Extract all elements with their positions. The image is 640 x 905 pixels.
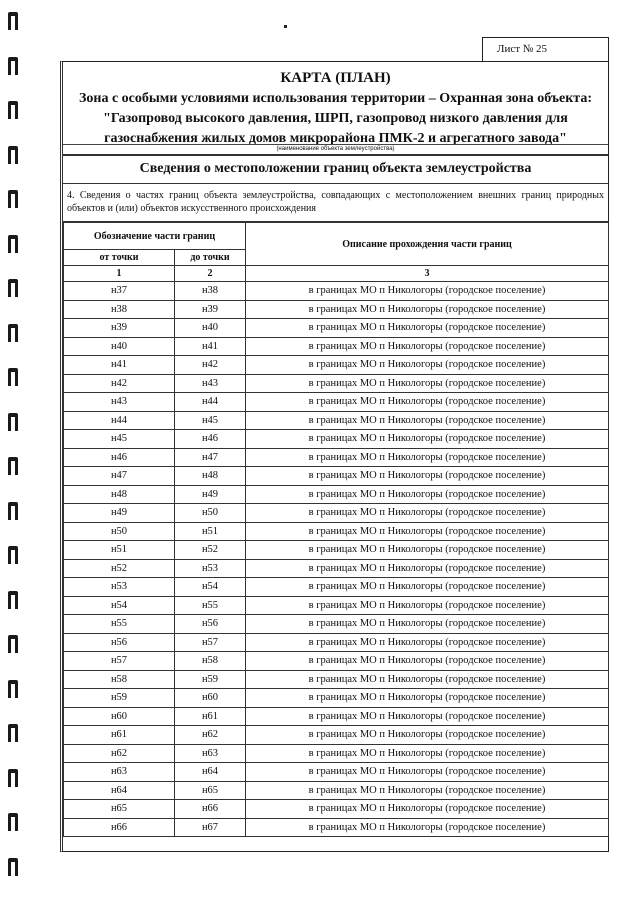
title-block	[63, 62, 608, 146]
binding-hole-icon	[8, 813, 18, 831]
cell-desc: в границах МО п Никологоры (городское поселение)	[246, 393, 609, 412]
table-row	[64, 781, 609, 800]
cell-desc: в границах МО п Никологоры (городское поселение)	[246, 300, 609, 319]
cell-to: н59	[175, 670, 246, 689]
cell-desc: в границах МО п Никологоры (городское поселение)	[246, 504, 609, 523]
cell-to: н62	[175, 726, 246, 745]
binding-hole-icon	[8, 101, 18, 119]
to-header: до точки	[175, 250, 246, 266]
cell-to: н64	[175, 763, 246, 782]
cell-to: н52	[175, 541, 246, 560]
col-num-2: 2	[175, 266, 246, 282]
table-row	[64, 633, 609, 652]
cell-from: н41	[64, 356, 175, 375]
cell-desc: в границах МО п Никологоры (городское поселение)	[246, 800, 609, 819]
cell-from: н53	[64, 578, 175, 597]
cell-from: н63	[64, 763, 175, 782]
cell-to: н48	[175, 467, 246, 486]
subtitle-line-2: "Газопровод высокого давления, ШРП, газопровод низкого давления для	[103, 111, 568, 126]
from-header: от точки	[64, 250, 175, 266]
table-row	[64, 393, 609, 412]
table-row	[64, 319, 609, 338]
cell-desc: в границах МО п Никологоры (городское поселение)	[246, 411, 609, 430]
binding-hole-icon	[8, 769, 18, 787]
cell-to: н39	[175, 300, 246, 319]
binding-hole-icon	[8, 190, 18, 208]
section-title: Сведения о местоположении границ объекта землеустройства	[63, 155, 608, 184]
document-frame	[60, 61, 609, 852]
table-row	[64, 596, 609, 615]
cell-from: н40	[64, 337, 175, 356]
binding-hole-icon	[8, 635, 18, 653]
cell-desc: в границах МО п Никологоры (городское поселение)	[246, 633, 609, 652]
cell-from: н58	[64, 670, 175, 689]
cell-from: н57	[64, 652, 175, 671]
cell-to: н67	[175, 818, 246, 837]
cell-from: н55	[64, 615, 175, 634]
table-body	[64, 282, 609, 837]
cell-to: н44	[175, 393, 246, 412]
cell-from: н60	[64, 707, 175, 726]
binding-hole-icon	[8, 57, 18, 75]
cell-desc: в границах МО п Никологоры (городское поселение)	[246, 578, 609, 597]
cell-from: н37	[64, 282, 175, 301]
cell-desc: в границах МО п Никологоры (городское поселение)	[246, 319, 609, 338]
cell-from: н39	[64, 319, 175, 338]
cell-to: н43	[175, 374, 246, 393]
cell-desc: в границах МО п Никологоры (городское поселение)	[246, 541, 609, 560]
table-row	[64, 559, 609, 578]
cell-desc: в границах МО п Никологоры (городское поселение)	[246, 744, 609, 763]
table-row	[64, 411, 609, 430]
table-row	[64, 356, 609, 375]
binding-hole-icon	[8, 413, 18, 431]
cell-from: н48	[64, 485, 175, 504]
cell-to: н49	[175, 485, 246, 504]
cell-to: н54	[175, 578, 246, 597]
table-row	[64, 485, 609, 504]
cell-from: н54	[64, 596, 175, 615]
table-row	[64, 282, 609, 301]
table-row	[64, 374, 609, 393]
table-row	[64, 504, 609, 523]
cell-desc: в границах МО п Никологоры (городское поселение)	[246, 430, 609, 449]
cell-to: н61	[175, 707, 246, 726]
cell-from: н59	[64, 689, 175, 708]
cell-from: н45	[64, 430, 175, 449]
sheet-number: Лист № 25	[497, 43, 548, 55]
cell-from: н46	[64, 448, 175, 467]
cell-from: н64	[64, 781, 175, 800]
section-note: 4. Сведения о частях границ объекта землеустройства, совпадающих с местоположением внешних границ природных объектов и (или) объектов искусственного происхождения	[63, 184, 608, 222]
group-header: Обозначение части границ	[64, 223, 246, 250]
table-row	[64, 467, 609, 486]
sheet-number-box	[482, 37, 609, 61]
binding-hole-icon	[8, 235, 18, 253]
cell-from: н65	[64, 800, 175, 819]
cell-to: н65	[175, 781, 246, 800]
cell-desc: в границах МО п Никологоры (городское поселение)	[246, 282, 609, 301]
cell-to: н55	[175, 596, 246, 615]
col-num-3: 3	[246, 266, 609, 282]
cell-to: н46	[175, 430, 246, 449]
cell-to: н41	[175, 337, 246, 356]
cell-desc: в границах МО п Никологоры (городское поселение)	[246, 707, 609, 726]
cell-from: н44	[64, 411, 175, 430]
cell-desc: в границах МО п Никологоры (городское поселение)	[246, 615, 609, 634]
cell-desc: в границах МО п Никологоры (городское поселение)	[246, 781, 609, 800]
cell-from: н61	[64, 726, 175, 745]
table-row	[64, 541, 609, 560]
cell-desc: в границах МО п Никологоры (городское поселение)	[246, 485, 609, 504]
cell-to: н51	[175, 522, 246, 541]
cell-to: н50	[175, 504, 246, 523]
cell-desc: в границах МО п Никологоры (городское поселение)	[246, 689, 609, 708]
cell-from: н50	[64, 522, 175, 541]
binding-hole-icon	[8, 368, 18, 386]
table-row	[64, 448, 609, 467]
table-row	[64, 800, 609, 819]
cell-from: н49	[64, 504, 175, 523]
cell-desc: в границах МО п Никологоры (городское поселение)	[246, 670, 609, 689]
cell-to: н47	[175, 448, 246, 467]
binding-hole-icon	[8, 680, 18, 698]
cell-to: н58	[175, 652, 246, 671]
table-row	[64, 337, 609, 356]
binding-hole-icon	[8, 324, 18, 342]
boundary-table	[63, 222, 609, 837]
cell-to: н56	[175, 615, 246, 634]
cell-to: н60	[175, 689, 246, 708]
table-row	[64, 615, 609, 634]
cell-desc: в границах МО п Никологоры (городское поселение)	[246, 522, 609, 541]
binding-hole-icon	[8, 502, 18, 520]
scan-speck	[284, 25, 287, 28]
cell-desc: в границах МО п Никологоры (городское поселение)	[246, 652, 609, 671]
cell-from: н38	[64, 300, 175, 319]
col-num-1: 1	[64, 266, 175, 282]
cell-to: н57	[175, 633, 246, 652]
cell-to: н38	[175, 282, 246, 301]
desc-header: Описание прохождения части границ	[246, 223, 609, 266]
cell-from: н42	[64, 374, 175, 393]
cell-from: н47	[64, 467, 175, 486]
cell-from: н62	[64, 744, 175, 763]
table-row	[64, 670, 609, 689]
cell-desc: в границах МО п Никологоры (городское поселение)	[246, 818, 609, 837]
binding-hole-icon	[8, 858, 18, 876]
binding-hole-icon	[8, 146, 18, 164]
cell-desc: в границах МО п Никологоры (городское поселение)	[246, 448, 609, 467]
cell-desc: в границах МО п Никологоры (городское поселение)	[246, 596, 609, 615]
binding-hole-icon	[8, 279, 18, 297]
cell-from: н56	[64, 633, 175, 652]
cell-from: н66	[64, 818, 175, 837]
table-row	[64, 652, 609, 671]
cell-desc: в границах МО п Никологоры (городское поселение)	[246, 356, 609, 375]
table-row	[64, 578, 609, 597]
cell-desc: в границах МО п Никологоры (городское поселение)	[246, 763, 609, 782]
cell-desc: в границах МО п Никологоры (городское поселение)	[246, 337, 609, 356]
binding-hole-icon	[8, 12, 18, 30]
subtitle-line-3: газоснабжения жилых домов микрорайона ПМК-2 и агрегатного завода"	[104, 131, 567, 146]
table-row	[64, 689, 609, 708]
binding-hole-icon	[8, 457, 18, 475]
document-title: КАРТА (ПЛАН)	[280, 70, 391, 86]
cell-to: н40	[175, 319, 246, 338]
table-row	[64, 818, 609, 837]
object-name-caption: (наименование объекта землеустройства)	[63, 144, 608, 156]
cell-from: н52	[64, 559, 175, 578]
table-row	[64, 744, 609, 763]
table-row	[64, 707, 609, 726]
table-row	[64, 430, 609, 449]
cell-to: н45	[175, 411, 246, 430]
cell-desc: в границах МО п Никологоры (городское поселение)	[246, 559, 609, 578]
table-row	[64, 726, 609, 745]
table-row	[64, 763, 609, 782]
table-row	[64, 522, 609, 541]
binding-hole-icon	[8, 724, 18, 742]
table-row	[64, 300, 609, 319]
cell-to: н53	[175, 559, 246, 578]
cell-desc: в границах МО п Никологоры (городское поселение)	[246, 374, 609, 393]
cell-desc: в границах МО п Никологоры (городское поселение)	[246, 467, 609, 486]
cell-from: н43	[64, 393, 175, 412]
cell-to: н66	[175, 800, 246, 819]
cell-from: н51	[64, 541, 175, 560]
binding-hole-icon	[8, 546, 18, 564]
subtitle-line-1: Зона с особыми условиями использования территории – Охранная зона объекта:	[78, 91, 593, 106]
cell-desc: в границах МО п Никологоры (городское поселение)	[246, 726, 609, 745]
cell-to: н63	[175, 744, 246, 763]
binding-hole-icon	[8, 591, 18, 609]
cell-to: н42	[175, 356, 246, 375]
